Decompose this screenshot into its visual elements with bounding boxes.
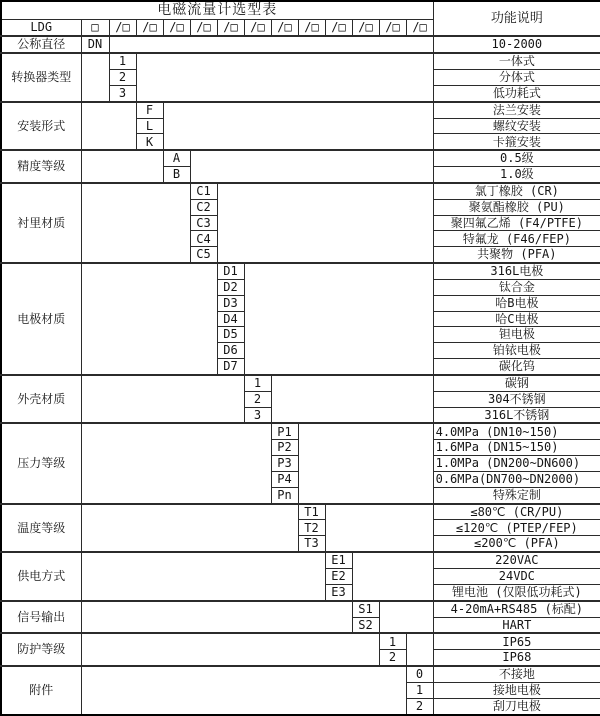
selector-slot: /□ — [136, 20, 163, 36]
option-code: 2 — [379, 650, 406, 666]
option-desc: 聚氨酯橡胶 (PU) — [433, 199, 600, 215]
selector-slot: /□ — [217, 20, 244, 36]
option-desc: 哈C电极 — [433, 311, 600, 327]
option-desc: 一体式 — [433, 53, 600, 69]
selector-slot: /□ — [109, 20, 136, 36]
option-code: 2 — [109, 70, 136, 86]
option-code: D6 — [217, 343, 244, 359]
merged-blank — [81, 666, 406, 715]
merged-blank — [298, 423, 433, 503]
option-code: P1 — [271, 423, 298, 439]
merged-blank — [109, 36, 433, 53]
option-code: E1 — [325, 552, 352, 568]
option-desc: 碳钢 — [433, 375, 600, 391]
option-code: 2 — [406, 698, 433, 715]
option-code: A — [163, 150, 190, 166]
option-desc: 1.6MPa (DN15~150) — [433, 440, 600, 456]
option-code: 0 — [406, 666, 433, 682]
merged-blank — [81, 102, 136, 151]
option-code: 1 — [406, 683, 433, 699]
selector-slot: /□ — [163, 20, 190, 36]
option-desc: 24VDC — [433, 568, 600, 584]
model-first-box: □ — [81, 20, 109, 36]
model-code: LDG — [1, 20, 81, 36]
option-code: D7 — [217, 358, 244, 374]
option-code: 3 — [109, 85, 136, 101]
merged-blank — [244, 263, 433, 375]
merged-blank — [379, 601, 433, 634]
option-code: T2 — [298, 520, 325, 536]
category-label: 附件 — [1, 666, 81, 715]
option-code: 1 — [244, 375, 271, 391]
option-code: D4 — [217, 311, 244, 327]
selector-slot: /□ — [271, 20, 298, 36]
option-row — [1, 36, 600, 53]
merged-blank — [271, 375, 433, 424]
merged-blank — [81, 53, 109, 102]
option-row — [1, 102, 600, 118]
option-code: T1 — [298, 504, 325, 520]
option-code: E3 — [325, 584, 352, 600]
selection-table-body — [1, 1, 600, 715]
option-desc: 氯丁橡胶 (CR) — [433, 183, 600, 199]
option-code: T3 — [298, 536, 325, 552]
option-code: C2 — [190, 199, 217, 215]
merged-blank — [163, 102, 433, 151]
option-desc: 刮刀电极 — [433, 698, 600, 715]
option-desc: 螺纹安装 — [433, 118, 600, 134]
option-code: 1 — [109, 53, 136, 69]
option-code: DN — [81, 36, 109, 53]
option-row — [1, 601, 600, 617]
merged-blank — [406, 633, 433, 666]
option-code: 3 — [244, 407, 271, 423]
option-code: C1 — [190, 183, 217, 199]
merged-blank — [81, 183, 190, 263]
merged-blank — [81, 504, 298, 553]
category-label: 转换器类型 — [1, 53, 81, 102]
option-desc: 316L不锈钢 — [433, 407, 600, 423]
merged-blank — [190, 150, 433, 183]
option-code: S1 — [352, 601, 379, 617]
category-label: 温度等级 — [1, 504, 81, 553]
table-title: 电磁流量计选型表 — [1, 1, 433, 20]
option-code: C4 — [190, 231, 217, 247]
option-code: 1 — [379, 633, 406, 649]
option-desc: 聚四氟乙烯 (F4/PTFE) — [433, 215, 600, 231]
selector-slot: /□ — [298, 20, 325, 36]
option-desc: 4-20mA+RS485 (标配) — [433, 601, 600, 617]
merged-blank — [81, 375, 244, 424]
option-row — [1, 375, 600, 391]
option-desc: 220VAC — [433, 552, 600, 568]
selector-slot: /□ — [352, 20, 379, 36]
option-row — [1, 263, 600, 279]
selector-slot: /□ — [325, 20, 352, 36]
option-code: E2 — [325, 568, 352, 584]
option-desc: 316L电极 — [433, 263, 600, 279]
category-label: 压力等级 — [1, 423, 81, 503]
option-desc: 卡箍安装 — [433, 134, 600, 150]
merged-blank — [81, 633, 379, 666]
option-desc: 0.5级 — [433, 150, 600, 166]
option-row — [1, 666, 600, 682]
option-desc: 特殊定制 — [433, 487, 600, 503]
option-desc: 0.6MPa(DN700~DN2000) — [433, 471, 600, 487]
option-code: B — [163, 167, 190, 183]
category-label: 供电方式 — [1, 552, 81, 601]
option-code: P2 — [271, 440, 298, 456]
merged-blank — [136, 53, 433, 102]
option-code: D3 — [217, 295, 244, 311]
option-code: 2 — [244, 391, 271, 407]
function-header: 功能说明 — [433, 1, 600, 36]
option-desc: 锂电池 (仅限低功耗式) — [433, 584, 600, 600]
option-code: Pn — [271, 487, 298, 503]
option-code: P3 — [271, 456, 298, 472]
option-code: D1 — [217, 263, 244, 279]
selector-slot: /□ — [190, 20, 217, 36]
title-row — [1, 1, 600, 20]
option-desc: 铂铱电极 — [433, 343, 600, 359]
merged-blank — [325, 504, 433, 553]
merged-blank — [81, 601, 352, 634]
category-label: 外壳材质 — [1, 375, 81, 424]
option-desc: 304不锈钢 — [433, 391, 600, 407]
option-desc: 接地电极 — [433, 683, 600, 699]
option-row — [1, 423, 600, 439]
category-label: 防护等级 — [1, 633, 81, 666]
merged-blank — [352, 552, 433, 601]
option-desc: IP68 — [433, 650, 600, 666]
option-code: K — [136, 134, 163, 150]
option-desc: ≤200℃ (PFA) — [433, 536, 600, 552]
option-code: S2 — [352, 617, 379, 633]
category-label: 公称直径 — [1, 36, 81, 53]
option-row — [1, 504, 600, 520]
merged-blank — [81, 263, 217, 375]
option-desc: 10-2000 — [433, 36, 600, 53]
option-desc: 4.0MPa (DN10~150) — [433, 423, 600, 439]
option-code: D5 — [217, 327, 244, 343]
option-row — [1, 183, 600, 199]
option-row — [1, 633, 600, 649]
option-desc: 1.0MPa (DN200~DN600) — [433, 456, 600, 472]
option-desc: 碳化钨 — [433, 358, 600, 374]
option-code: L — [136, 118, 163, 134]
merged-blank — [81, 423, 271, 503]
selector-slot: /□ — [244, 20, 271, 36]
merged-blank — [217, 183, 433, 263]
option-code: D2 — [217, 280, 244, 296]
category-label: 精度等级 — [1, 150, 81, 183]
option-desc: IP65 — [433, 633, 600, 649]
category-label: 信号输出 — [1, 601, 81, 634]
option-desc: 1.0级 — [433, 167, 600, 183]
option-desc: ≤120℃ (PTEP/FEP) — [433, 520, 600, 536]
option-desc: 哈B电极 — [433, 295, 600, 311]
option-code: C3 — [190, 215, 217, 231]
option-code: C5 — [190, 247, 217, 263]
option-code: P4 — [271, 471, 298, 487]
merged-blank — [81, 552, 325, 601]
category-label: 电极材质 — [1, 263, 81, 375]
selector-slot: /□ — [379, 20, 406, 36]
option-desc: 低功耗式 — [433, 85, 600, 101]
option-code: F — [136, 102, 163, 118]
option-row — [1, 53, 600, 69]
category-label: 衬里材质 — [1, 183, 81, 263]
option-desc: 特氟龙 (F46/FEP) — [433, 231, 600, 247]
category-label: 安装形式 — [1, 102, 81, 151]
option-desc: 分体式 — [433, 70, 600, 86]
option-desc: ≤80℃ (CR/PU) — [433, 504, 600, 520]
option-desc: 共聚物 (PFA) — [433, 247, 600, 263]
option-desc: 钽电极 — [433, 327, 600, 343]
option-row — [1, 150, 600, 166]
option-desc: 钛合金 — [433, 280, 600, 296]
option-desc: 法兰安装 — [433, 102, 600, 118]
option-desc: 不接地 — [433, 666, 600, 682]
merged-blank — [81, 150, 163, 183]
option-desc: HART — [433, 617, 600, 633]
option-row — [1, 552, 600, 568]
selector-slot: /□ — [406, 20, 433, 36]
